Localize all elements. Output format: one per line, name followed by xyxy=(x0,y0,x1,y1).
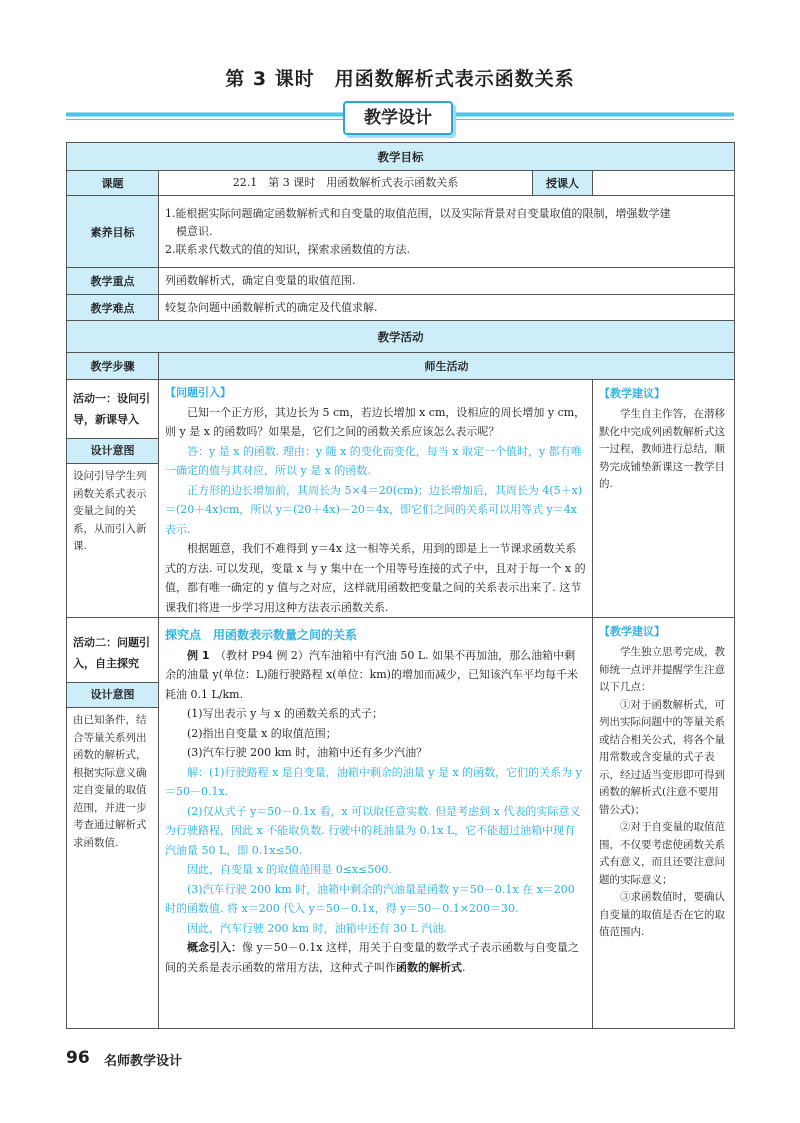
question-3: (3)汽车行驶 200 km 时，油箱中还有多少汽油？ xyxy=(187,746,428,759)
suggestion-1-text: 学生自主作答，在潜移默化中完成列函数解析式这一过程，教师进行总结，顺势完成铺垫新课这一教学目的. xyxy=(599,408,725,490)
activity-1-title: 活动一：设问引导，新课导入 xyxy=(73,392,150,426)
teacher-student-label: 师生活动 xyxy=(159,353,735,380)
decor-stripe-left-thin xyxy=(66,119,344,120)
goals-header: 教学目标 xyxy=(67,143,735,171)
suggestion-2-line: ①对于函数解析式，可列出实际问题中的等量关系或结合相关公式，将各个量用常数或含变量的式子表示，经过适当变形即可得到函数的解析式(注意不要用错公式)； xyxy=(599,698,725,816)
question-1: (1)写出表示 y 与 x 的函数关系的式子； xyxy=(187,707,383,720)
suggestion-2-line: ②对于自变量的取值范围，不仅要考虑使函数关系式有意义，而且还要注意问题的实际意义； xyxy=(599,821,725,886)
topic-label: 课题 xyxy=(67,171,159,196)
literacy-goals xyxy=(159,196,735,268)
solution-3-conclusion: 因此，汽车行驶 200 km 时，油箱中还有 30 L 汽油. xyxy=(187,921,447,935)
steps-label: 教学步骤 xyxy=(67,353,159,380)
literacy-label: 素养目标 xyxy=(67,196,159,268)
solution-1: 解：(1)行驶路程 x 是自变量，油箱中剩余的油量 y 是 x 的函数，它们的关系为 y＝50－0.1x. xyxy=(165,765,582,798)
activity-1-suggestion xyxy=(593,380,735,618)
teacher-value xyxy=(593,171,735,196)
explore-heading: 探究点 用函数表示数量之间的关系 xyxy=(165,628,358,642)
suggestion-2-line: ③求函数值时，要确认自变量的取值是否在它的取值范围内. xyxy=(599,891,725,938)
topic-value: 22.1 第 3 课时 用函数解析式表示函数关系 xyxy=(159,171,533,196)
solution-2-conclusion: 因此，自变量 x 的取值范围是 0≤x≤500. xyxy=(187,863,392,876)
lesson-title: 第 3 课时 用函数解析式表示函数关系 xyxy=(225,68,575,90)
activity-2-design-text: 由已知条件，结合等量关系列出函数的解析式，根据实际意义确定自变量的取值范围，并进一步考查通过解析式求函数值. xyxy=(73,714,147,849)
suggestion-2-line: 学生独立思考完成，教师统一点评并提醒学生注意以下几点： xyxy=(599,646,725,693)
section-tag: 教学设计 xyxy=(343,101,453,135)
book-title: 名师教学设计 xyxy=(104,1054,183,1069)
concept-end: . xyxy=(462,960,466,974)
teacher-label: 授课人 xyxy=(533,171,593,196)
decor-stripe-right xyxy=(450,112,734,117)
problem-intro-tag: 【问题引入】 xyxy=(165,386,231,399)
literacy-line: 模意识. xyxy=(165,224,213,238)
literacy-line: 1.能根据实际问题确定函数解析式和自变量的取值范围，以及实际背景对自变量取值的限制，增强数学建 xyxy=(165,206,671,220)
key-point-label: 教学重点 xyxy=(67,268,159,295)
question-2: (2)指出自变量 x 的取值范围； xyxy=(187,726,337,740)
concept-intro xyxy=(165,938,586,977)
activity-2-design-label: 设计意图 xyxy=(67,682,158,708)
concept-text: 像 y＝50－0.1x 这样，用关于自变量的数学式子表示函数与自变量之间的关系是表示函数的常用方法，这种式子叫作 xyxy=(165,941,579,974)
page-number: 96 xyxy=(66,1048,90,1068)
problem-intro-text: 已知一个正方形，其边长为 5 cm，若边长增加 x cm，设相应的周长增加 y cm，则 y 是 x 的函数吗？如果是，它们之间的函数关系应该怎么表示呢？ xyxy=(165,405,586,438)
activity-2-title: 活动二：问题引入，自主探究 xyxy=(73,636,150,670)
answer-2: 正方形的边长增加前，其周长为 5×4＝20(cm)；边长增加后，其周长为 4(5＋x)＝(20＋4x)cm，所以 y＝(20＋4x)－20＝4x，即它们之间的关系可以用等式 y＝4x 表示. xyxy=(165,483,583,536)
example-1 xyxy=(165,646,586,705)
suggestion-2-tag: 【教学建议】 xyxy=(599,625,665,638)
answer-1: 答：y 是 x 的函数. 理由：y 随 x 的变化而变化，每当 x 取定一个值时，y 都有唯一确定的值与其对应，所以 y 是 x 的函数. xyxy=(165,444,582,477)
difficult-point-label: 教学难点 xyxy=(67,295,159,321)
activity-1-design-text: 设问引导学生列函数关系式表示变量之间的关系，从而引入新课. xyxy=(73,470,147,552)
suggestion-1-tag: 【教学建议】 xyxy=(599,387,665,400)
concept-term: 函数的解析式 xyxy=(396,960,462,974)
example-label: 例 1 xyxy=(187,648,210,662)
key-point-value: 列函数解析式，确定自变量的取值范围. xyxy=(159,268,735,295)
solution-3: (3)汽车行驶 200 km 时，油箱中剩余的汽油量是函数 y＝50－0.1x 在 x＝200 时的函数值. 将 x＝200 代入 y＝50－0.1x，得 y＝50－0.1×200＝30. xyxy=(165,882,575,915)
activity-2-suggestion xyxy=(593,618,735,1029)
concept-label: 概念引入： xyxy=(187,941,242,954)
activity-2-content xyxy=(159,618,593,1029)
example-text: （教材 P94 例 2）汽车油箱中有汽油 50 L. 如果不再加油，那么油箱中剩余的油量 y(单位：L)随行驶路程 x(单位：km)的增加而减少，已知该汽车平均每千米耗油 0.1 L/km. xyxy=(165,648,578,701)
decor-stripe-right-thin xyxy=(450,119,734,120)
difficult-point-value: 较复杂问题中函数解析式的确定及代值求解. xyxy=(159,295,735,321)
lesson-plan-table xyxy=(66,142,735,1029)
activity-1-summary: 根据题意，我们不难得到 y＝4x 这一相等关系，用到的即是上一节课求函数关系式的方法. 可以发现，变量 x 与 y 集中在一个用等号连接的式子中，且对于每一个 x 的值，都有唯一确定的 y 值与之对应，这样就用函数把变量之间的关系表示出来了. 这节课我们将进一步学习用这种方法表示函数关系. xyxy=(165,542,586,614)
decor-stripe-left xyxy=(66,112,344,117)
literacy-line: 2.联系求代数式的值的知识，探索求函数值的方法. xyxy=(165,242,410,256)
activity-1-side xyxy=(67,380,159,618)
solution-2: (2)仅从式子 y＝50－0.1x 看，x 可以取任意实数. 但是考虑到 x 代表的实际意义为行驶路程，因此 x 不能取负数. 行驶中的耗油量为 0.1x L，它不能超过油箱中现有汽油量 50 L，即 0.1x≤50. xyxy=(165,804,581,857)
activity-1-content xyxy=(159,380,593,618)
activity-2-side xyxy=(67,618,159,1029)
activity-1-design-label: 设计意图 xyxy=(67,438,158,464)
activities-header: 教学活动 xyxy=(67,321,735,353)
